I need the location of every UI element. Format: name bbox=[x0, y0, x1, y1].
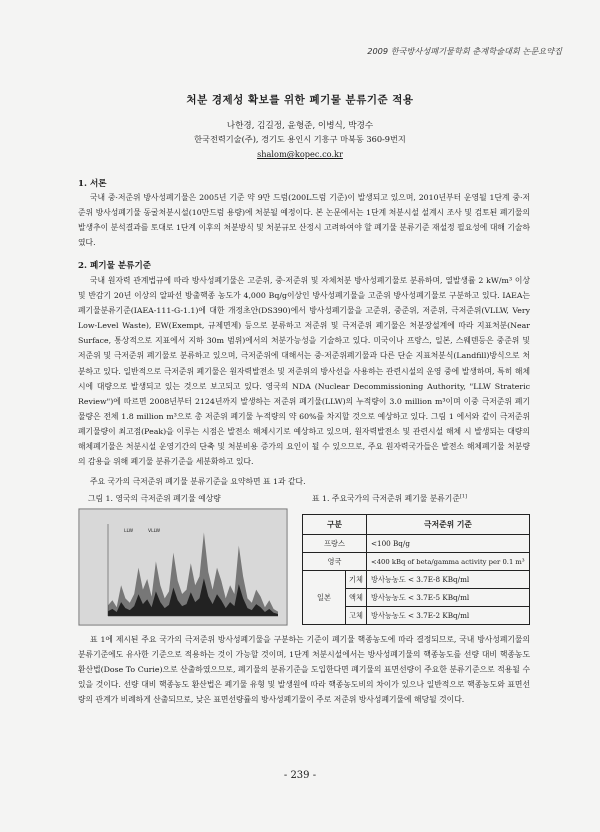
row-criteria: 방사능농도 < 3.7E-8 KBq/ml bbox=[367, 571, 530, 589]
authors: 나한경, 김길정, 윤형준, 이병식, 박경수 bbox=[226, 121, 374, 131]
row-country-japan: 일본 bbox=[303, 571, 346, 625]
section-heading-intro: 1. 서론 bbox=[78, 179, 107, 189]
row-country: 영국 bbox=[303, 553, 367, 571]
classification-paragraph: 국내 원자력 관계법규에 따라 방사성폐기물은 고준위, 중·저준위 및 자체처분 방사성폐기물로 분류하며, 열발생률 2 kW/m³ 이상 및 반감기 20년 이상의 알파선 방출핵종 농도가 4,000 Bq/g이상인 방사성폐기물을 고준위 방사성폐기물로 구분하고 있다. IAEA는 폐기물분류기준(IAEA-111-G-1.1)에 대한 개정초안(DS390)에서 방사성폐기물을 고준위, 중준위, 저준위, 극저준위(VLLW, Very Low-Level Waste), EW(Exempt, 규제면제) 등으로 분류하고 저준위 및 극저준위 폐기물은 처분장설계에 따라 지표처분(Near Surface, 통상적으로 지표에서 지하 30m 범위)에서의 처분가능성을 기술하고 있다. 미국이나 프랑스, 일본, 스웨덴등은 중준위 및 저준위 및 극저준위 폐기물로 분류하고 있으며, 극저준위에 대해서는 중·저준위폐기물과 다른 단순 지표처분식(Landfill)방식으로 처분하고 있다. 일반적으로 극저준위 폐기물은 원자력발전소 및 저준위의 방사선을 사용하는 관련시설의 운영 중에 발생하며, 특히 해체시에 대량으로 발생되고 있는 것으로 보고되고 있다. 영국의 NDA (Nuclear Decommissioning Authority, "LLW Strateric Review")에 따르면 2008년부터 2124년까지 발생하는 저준위 폐기물(LLW)의 누적량이 3.0 million m³이며 이중 극저준위 폐기물량은 전체 1.8 million m³으로 총 저준위 폐기물 누적량의 약 60%를 차지할 것으로 예상하고 있다. 그림 1 에서와 같이 극저준위 폐기물량이 최고점(Peak)을 이루는 시점은 발전소 해체시기로 예상하고 있으며, 원자력발전소 및 관련시설 해체 시 발생되는 대량의 해체폐기물은 처분시설 운영기간의 단축 및 처분비용 증가의 요인이 될 수 있으므로, 주요 원자력국가들은 발전소 해체폐기물 처분량의 감용을 위해 폐기물 분류기준을 세분화하고 있다. bbox=[78, 276, 530, 467]
section-heading-classification: 2. 폐기물 분류기준 bbox=[78, 261, 152, 271]
paper-title: 처분 경제성 확보를 위한 폐기물 분류기준 적용 bbox=[186, 94, 414, 106]
affiliation: 한국전력기술(주), 경기도 용인시 기흥구 마북동 360-9번지 bbox=[194, 134, 406, 144]
row-criteria: <400 kBq of beta/gamma activity per 0.1 m³ bbox=[367, 553, 530, 571]
intro-paragraph: 국내 중·저준위 방사성폐기물은 2005년 기준 약 9만 드럼(200L드럼 기준)이 발생되고 있으며, 2010년부터 운영될 1단계 중·저준위 방사성폐기물 동굴처분시설(10만드럼 용량)에 처분될 예정이다. 본 논문에서는 1단계 처분시설 설계시 조사 및 검토된 폐기물의 발생추이 분석결과를 토대로 1단계 이후의 처분방식 및 처분규모 산정시 고려하여야 할 폐기물 분류기준 재설정 필요성에 대해 기술하였다. bbox=[78, 193, 530, 248]
row-criteria: <100 Bq/g bbox=[367, 535, 530, 553]
row-criteria: 방사능농도 < 3.7E-5 KBq/ml bbox=[367, 589, 530, 607]
row-criteria: 방사능농도 < 3.7E-2 KBq/ml bbox=[367, 607, 530, 625]
table-header-row bbox=[303, 515, 530, 535]
after-table-paragraph: 표 1에 제시된 주요 국가의 극저준위 방사성폐기물을 구분하는 기준이 폐기물 핵종농도에 따라 결정되므로, 국내 방사성폐기물의 분류기준에도 유사한 기준으로 적용하는 것이 가능할 것이며, 1단계 처분시설에서는 방사성폐기물의 핵종농도를 선량 대비 핵종농도 환산법(Dose To Curie)으로 산출하였으므로, 폐기물의 분류기준을 도입한다면 폐기물의 표면선량이 주요한 분류기준으로 적용될 수 있을 것이다. 선량 대비 핵종농도 환산법은 폐기물 유형 및 발생원에 따라 핵종농도비의 차이가 있으나 일반적으로 핵종농도와 표면선량의 관계가 비례하게 산출되므로, 낮은 표면선량률의 방사성폐기물이 주로 저준위 방사성폐기물에 해당될 것이다. bbox=[78, 635, 530, 705]
email-link[interactable]: shalom@kopec.co.kr bbox=[257, 149, 343, 159]
header-criteria: 극저준위 기준 bbox=[367, 515, 530, 535]
table-caption-text: 표 1. 주요국가의 극저준위 폐기물 분류기준 bbox=[312, 494, 460, 503]
series-label-vllw: VLLW bbox=[148, 529, 161, 534]
row-type: 액체 bbox=[346, 589, 367, 607]
page-number: - 239 - bbox=[283, 770, 317, 781]
table-row bbox=[303, 535, 530, 553]
header-country: 구분 bbox=[303, 515, 367, 535]
table-caption bbox=[312, 493, 467, 504]
summary-paragraph: 주요 국가의 극저준위 폐기물 분류기준을 요약하면 표 1과 같다. bbox=[90, 477, 306, 486]
table-row bbox=[303, 571, 530, 589]
series-label-llw: LLW bbox=[124, 529, 134, 534]
vllw-forecast-chart bbox=[78, 508, 288, 626]
figure-caption: 그림 1. 영국의 극저준위 폐기물 예상량 bbox=[88, 494, 221, 503]
running-header: 2009 한국방사성폐기물학회 춘계학술대회 논문요약집 bbox=[367, 46, 562, 56]
table-caption-ref: [1] bbox=[459, 493, 467, 500]
row-country: 프랑스 bbox=[303, 535, 367, 553]
table-row bbox=[303, 553, 530, 571]
row-type: 기체 bbox=[346, 571, 367, 589]
row-type: 고체 bbox=[346, 607, 367, 625]
vllw-criteria-table bbox=[302, 514, 530, 625]
